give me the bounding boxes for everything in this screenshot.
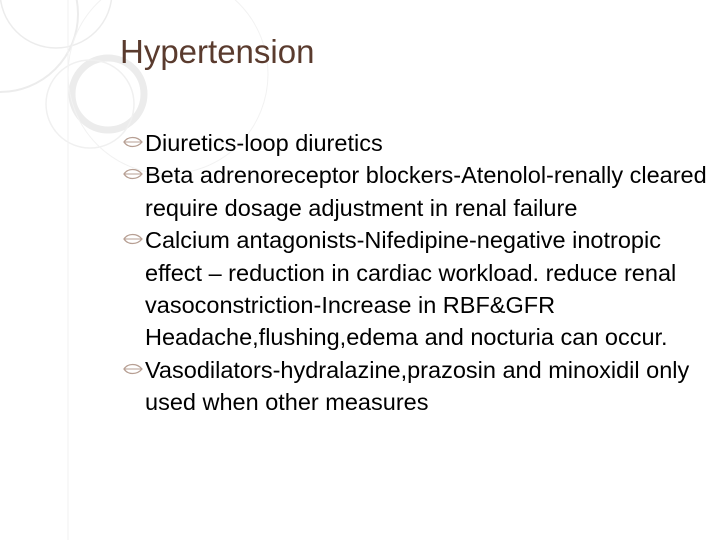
bullet-text: Vasodilators-hydralazine,prazosin and minoxidil only used when other measures: [145, 356, 690, 416]
ring-large-left: [0, 0, 78, 92]
leaf-bullet-icon: [122, 134, 144, 150]
bullet-list: [120, 127, 710, 419]
ring-top-left: [0, 0, 112, 48]
bullet-item-vasodilators: [120, 354, 710, 419]
bullet-text: Diuretics-loop diuretics: [145, 130, 383, 156]
leaf-bullet-icon: [122, 231, 144, 247]
bullet-item-calcium-antagonists: [120, 224, 710, 354]
bullet-item-diuretics: [120, 127, 710, 159]
bullet-text: Beta adrenoreceptor blockers-Atenolol-renally cleared require dosage adjustment in renal failure: [145, 162, 707, 221]
bullet-item-beta-blockers: [120, 159, 710, 224]
leaf-bullet-icon: [122, 361, 144, 377]
leaf-bullet-icon: [122, 166, 144, 182]
bullet-text: Calcium antagonists-Nifedipine-negative inotropic effect – reduction in cardiac workload. reduce renal vasoconstriction-Increase in RBF&GFR Headache,flushing,edema and nocturia can occur.: [145, 227, 677, 351]
slide-title: Hypertension: [120, 33, 315, 70]
